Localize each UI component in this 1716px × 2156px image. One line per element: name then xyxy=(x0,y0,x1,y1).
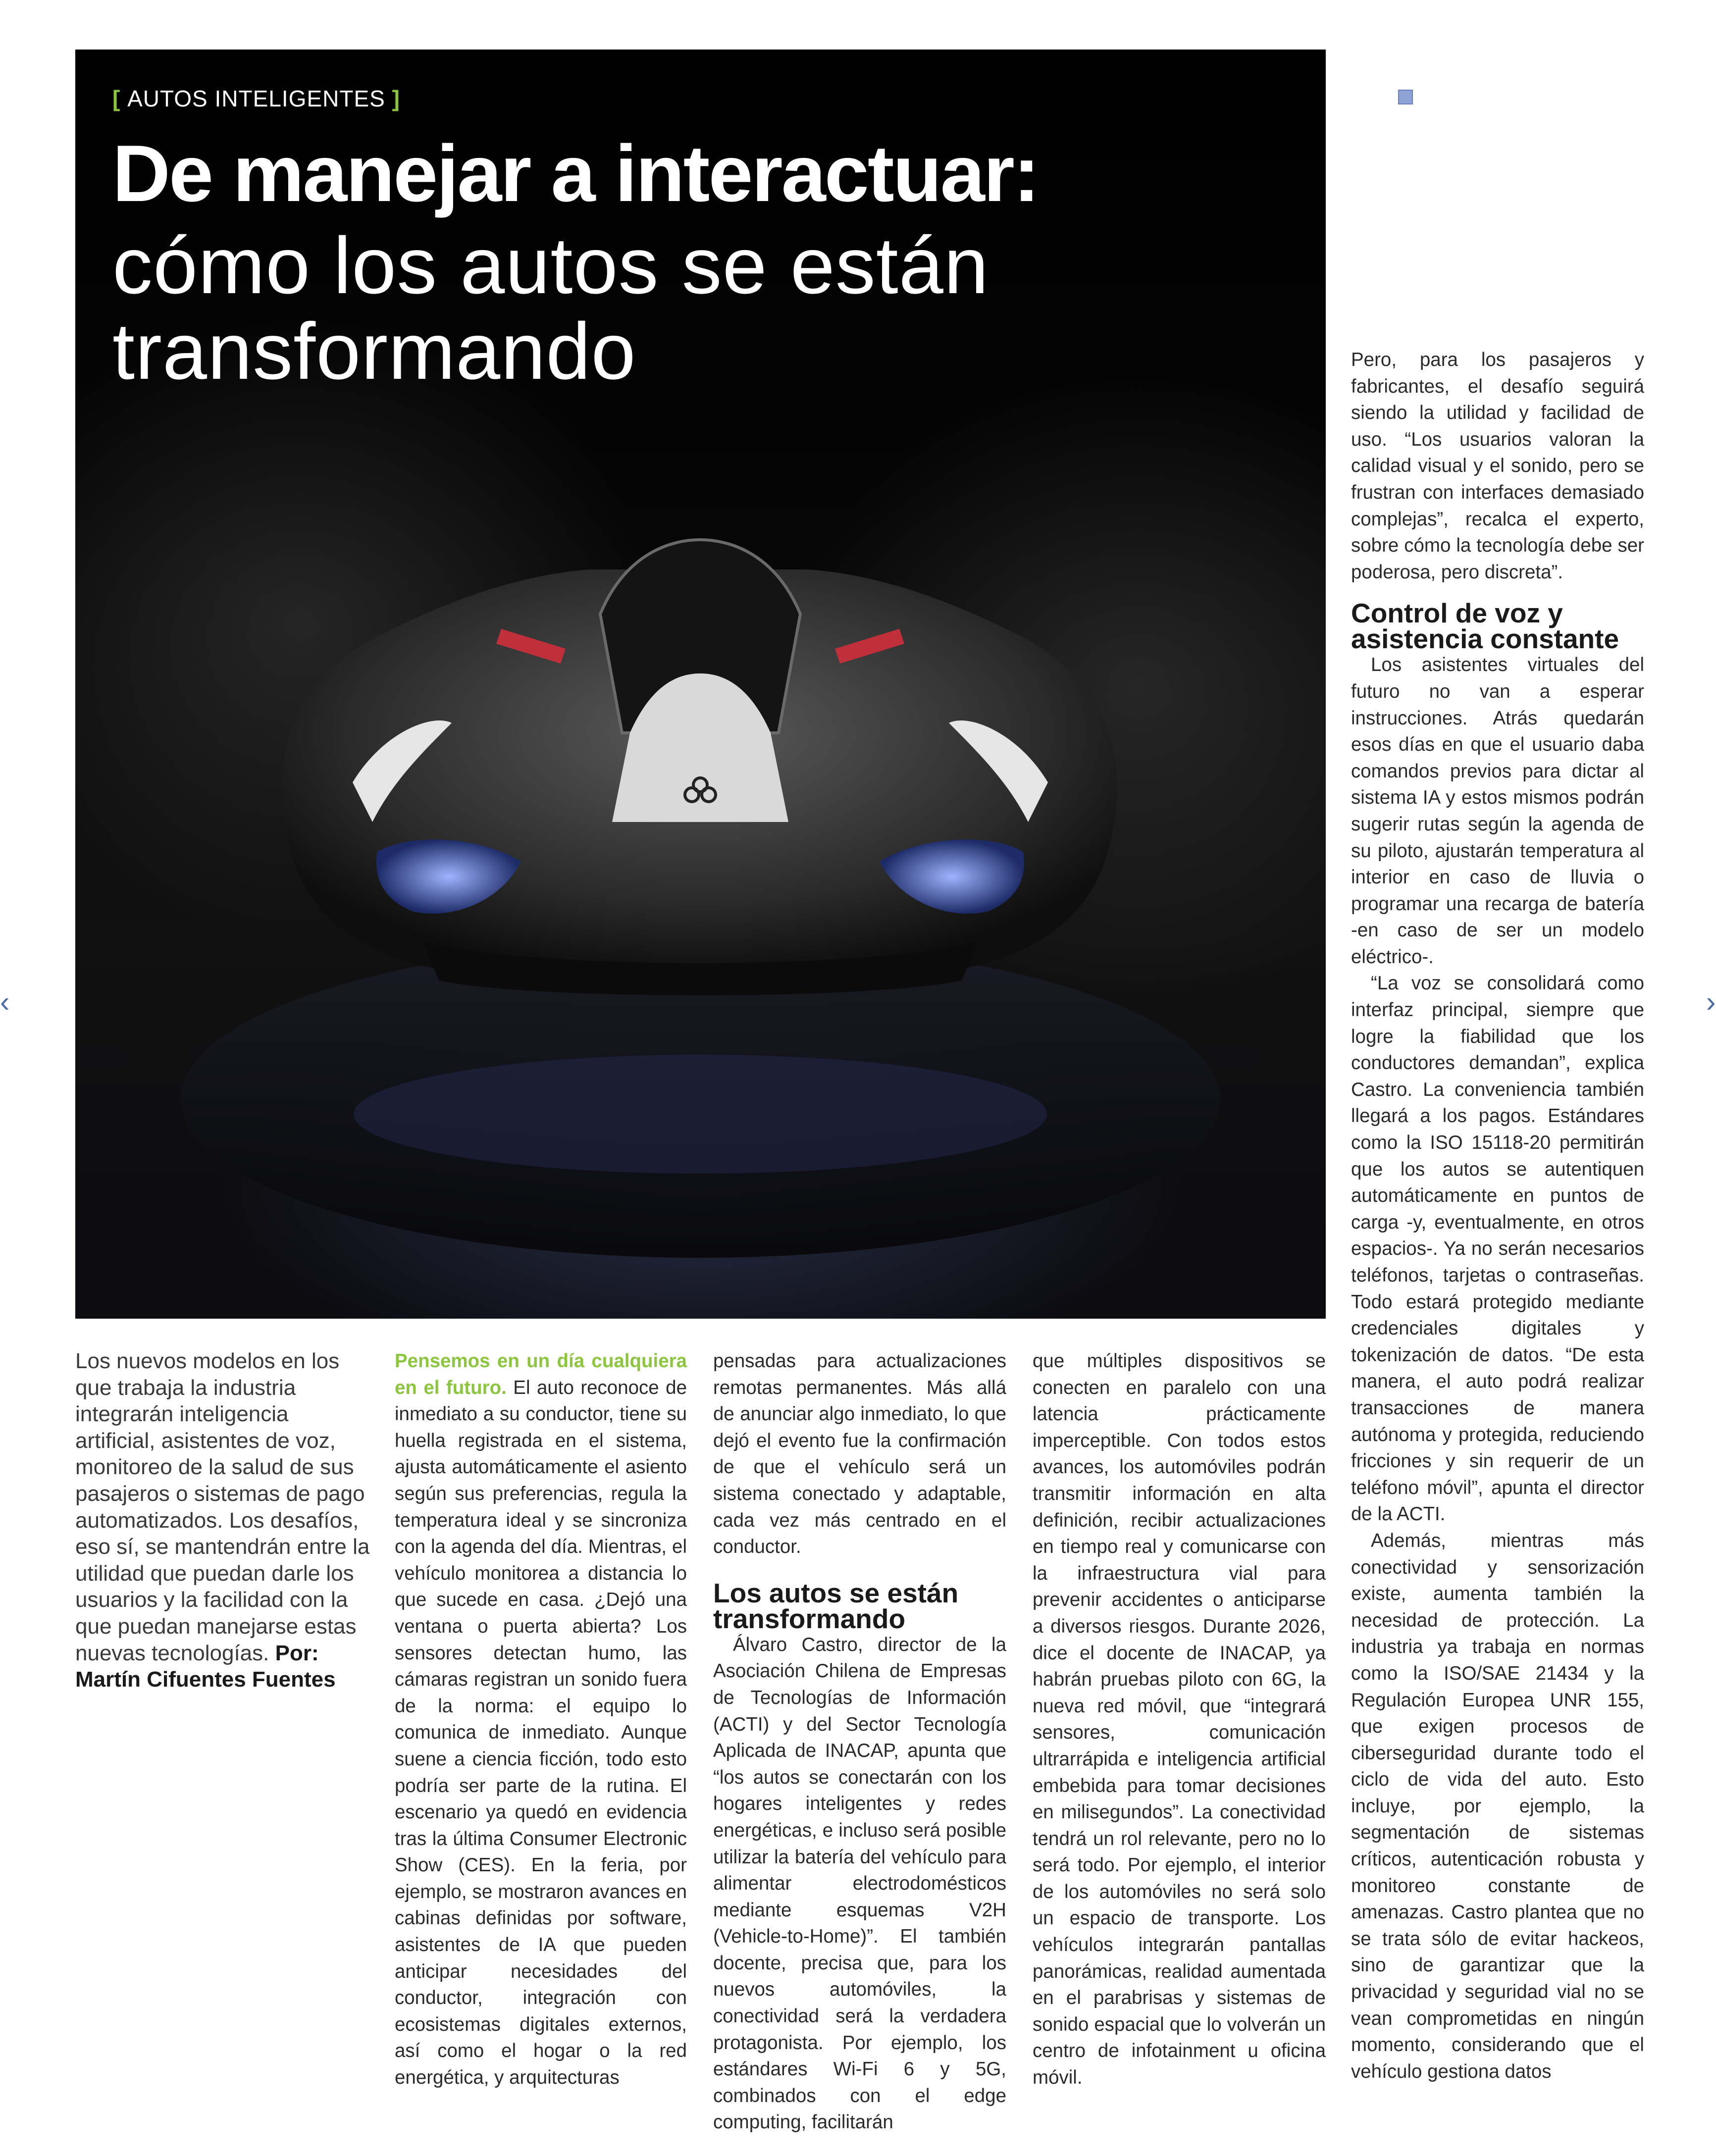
article-column-2 xyxy=(395,1348,687,2091)
page-indicator-icon[interactable] xyxy=(1398,90,1413,104)
headline: De manejar a interactuar: xyxy=(112,129,1039,218)
hero-image xyxy=(75,50,1326,1319)
column-5-paragraph-2: Los asistentes virtuales del futuro no van a esperar instrucciones. Atrás quedarán esos días en que el usuario daba comandos previos para dictar al sistema IA y estos mismos podrán sugerir rutas según la agenda de su piloto, ajustarán temperatura al interior en caso de lluvia o programar una recarga de batería -en caso de ser un modelo eléctrico-. xyxy=(1351,654,1644,968)
tag-bracket-open: [ xyxy=(112,86,128,111)
column-5-paragraph-4: Además, mientras más conectividad y sensorización existe, aumenta también la necesidad de protección. La industria ya trabaja en normas como la ISO/SAE 21434 y la Regulación Europea UNR 155, que exigen procesos de ciberseguridad durante todo el ciclo de vida del auto. Esto incluye, por ejemplo, la segmentación de sistemas críticos, autenticación robusta y monitoreo constante de amenazas. Castro plantea que no se trata sólo de evitar hackeos, sino de garantizar que la privacidad y seguridad vial no se vean comprometidas en ningún momento, considerando que el vehículo gestiona datos xyxy=(1351,1530,1644,2082)
section-tag xyxy=(112,85,400,112)
column-5-paragraph-1: Pero, para los pasajeros y fabricantes, el desafío seguirá siendo la utilidad y facilidad de uso. “Los usuarios valoran la calidad visual y el sonido, pero se frustran con interfaces demasiado complejas”, recalca el experto, sobre cómo la tecnología debe ser poderosa, pero discreta”. xyxy=(1351,349,1644,583)
lead-text: Los nuevos modelos en los que trabaja la industria integrarán inteligencia artificial, asistentes de voz, monitoreo de la salud de sus pasajeros o sistemas de pago automatizados. Los desafíos, eso sí, se mantendrán entre la utilidad que puedan darle los usuarios y la facilidad con la que puedan manejarse estas nuevas tecnologías. xyxy=(75,1349,370,1665)
next-page-arrow-icon[interactable]: › xyxy=(1706,986,1716,1018)
section-tag-label: AUTOS INTELIGENTES xyxy=(127,86,385,111)
article-column-3 xyxy=(713,1348,1006,2136)
article-column-5 xyxy=(1351,347,1644,2085)
column-2-text: El auto reconoce de inmediato a su conductor, tiene su huella registrada en el sistema, ajusta automáticamente el asiento según sus preferencias, regula la temperatura ideal y se sincroniza con la agenda del día. Mientras, el vehículo monitorea a distancia lo que sucede en casa. ¿Dejó una ventana o puerta abierta? Los sensores detectan humo, las cámaras registran un sonido fuera de la norma: el equipo lo comunica de inmediato. Aunque suene a ciencia ficción, todo esto podría ser parte de la rutina. El escenario ya quedó en evidencia tras la última Consumer Electronic Show (CES). En la feria, por ejemplo, se mostraron avances en cabinas definidas por software, asistentes de IA que pueden anticipar necesidades del conductor, integración con ecosistemas digitales externos, así como el hogar o la red energética, y arquitecturas xyxy=(395,1377,687,2089)
column-3-paragraph-1: pensadas para actualizaciones remotas permanentes. Más allá de anunciar algo inmediato, lo que dejó el evento fue la confirmación de que el vehículo será un sistema conectado y adaptable, cada vez más centrado en el conductor. xyxy=(713,1350,1006,1558)
highlight-text: Pensemos en un día cualquiera en el futuro. xyxy=(395,1350,687,1398)
subheading-transformando: Los autos se están transformando xyxy=(713,1577,959,1634)
column-3-paragraph-2: Álvaro Castro, director de la Asociación Chilena de Empresas de Tecnologías de Información (ACTI) y del Sector Tecnología Aplicada de INACAP, apunta que “los autos se conectarán con los hogares inteligentes y redes energéticas, e incluso será posible utilizar la batería del vehículo para alimentar electrodomésticos mediante esquemas V2H (Vehicle-to-Home)”. El también docente, precisa que, para los nuevos automóviles, la conectividad será la verdadera protagonista. Por ejemplo, los estándares Wi-Fi 6 y 5G, combinados con el edge computing, facilitarán xyxy=(713,1634,1006,2133)
subheadline: cómo los autos se están transformando xyxy=(112,221,989,397)
byline: Por: Martín Cifuentes Fuentes xyxy=(75,1641,336,1692)
lead-paragraph xyxy=(75,1348,370,1693)
column-5-paragraph-3: “La voz se consolidará como interfaz principal, siempre que logre la fiabilidad que los conductores demandan”, explica Castro. La conveniencia también llegará a los pagos. Estándares como la ISO 15118-20 permitirán que los autos se autentiquen automáticamente en puntos de carga -y, eventualmente, en otros espacios-. Ya no serán necesarios teléfonos, tarjetas o contraseñas. Todo estará protegido mediante credenciales digitales y tokenización de datos. “De esta manera, el auto podrá realizar transacciones de manera autónoma y protegida, reduciendo fricciones y sin requerir de un teléfono móvil”, apunta el director de la ACTI. xyxy=(1351,973,1644,1525)
article-column-4 xyxy=(1033,1348,1326,2091)
prev-page-arrow-icon[interactable]: ‹ xyxy=(0,986,10,1018)
tag-bracket-close: ] xyxy=(385,86,400,111)
column-4-text: que múltiples dispositivos se conecten en paralelo con una latencia prácticamente imperceptible. Con todos estos avances, los automóviles podrán transmitir información en alta definición, recibir actualizaciones en tiempo real y comunicarse con la infraestructura vial para prevenir accidentes o anticiparse a diversos riesgos. Durante 2026, dice el docente de INACAP, ya habrán pruebas piloto con 6G, la nueva red móvil, que “integrará sensores, comunicación ultrarrápida e inteligencia artificial embebida para tomar decisiones en milisegundos”. La conectividad tendrá un rol relevante, pero no lo será todo. Por ejemplo, el interior de los automóviles no será solo un espacio de transporte. Los vehículos integrarán pantallas panorámicas, realidad aumentada en el parabrisas y sistemas de sonido espacial que lo volverán un centro de infotainment u oficina móvil. xyxy=(1033,1350,1326,2089)
subheading-control-voz: Control de voz y asistencia constante xyxy=(1351,598,1619,655)
